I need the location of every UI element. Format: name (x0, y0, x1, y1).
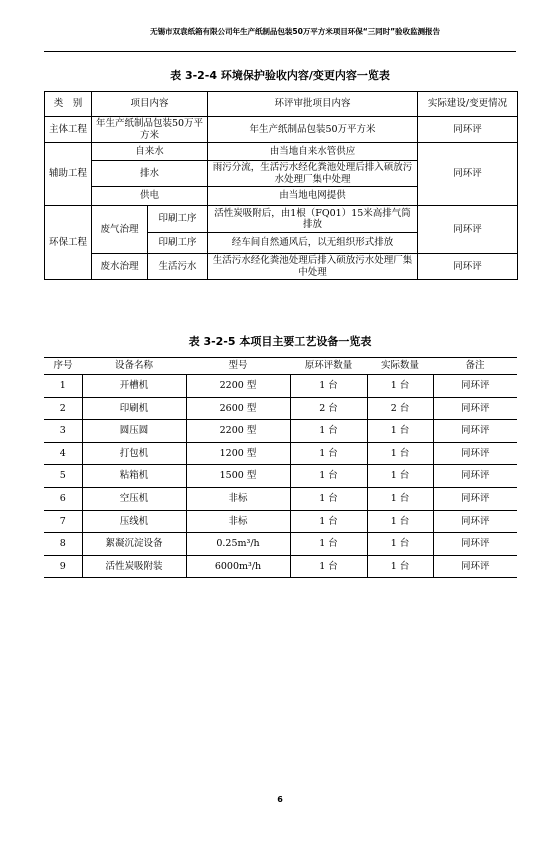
water-actual-status: 同环评 (418, 254, 518, 280)
equipment-name-cell: 圆压圆 (82, 420, 186, 443)
model-cell: 1500 型 (186, 465, 290, 488)
main-approved-content: 年生产纸制品包装50万平方米 (208, 117, 418, 143)
col-equipment-name: 设备名称 (82, 358, 186, 375)
table-row (44, 397, 517, 420)
env-approved: 活性炭吸附后，由1根（FQ01）15米高排气筒排放 (208, 206, 418, 233)
actual-qty-cell: 1 台 (367, 375, 433, 398)
aux-item: 供电 (92, 187, 208, 206)
actual-qty-cell: 2 台 (367, 397, 433, 420)
table-row (44, 442, 517, 465)
original-qty-cell: 1 台 (290, 375, 367, 398)
page-header: 无锡市双袁纸箱有限公司年生产纸制品包装50万平方米项目环保“三同时”验收监测报告 (150, 27, 440, 36)
equipment-name-cell: 开槽机 (82, 375, 186, 398)
aux-approved: 由当地自来水管供应 (208, 143, 418, 161)
category-aux: 辅助工程 (45, 143, 92, 206)
table1-row-main (45, 117, 518, 143)
aux-item: 排水 (92, 161, 208, 187)
seq-cell: 1 (44, 375, 82, 398)
table2-caption: 表 3-2-5 本项目主要工艺设备一览表 (188, 335, 372, 348)
aux-actual-status: 同环评 (418, 143, 518, 206)
env-sub-gas: 废气治理 (92, 206, 148, 254)
actual-qty-cell: 1 台 (367, 442, 433, 465)
env-sub-water: 废水治理 (92, 254, 148, 280)
col-category: 类 别 (45, 92, 92, 117)
aux-approved: 雨污分流，生活污水经化粪池处理后排入硕放污水处理厂集中处理 (208, 161, 418, 187)
actual-qty-cell: 1 台 (367, 510, 433, 533)
col-project-content: 项目内容 (92, 92, 208, 117)
remark-cell: 同环评 (433, 375, 517, 398)
col-actual-status: 实际建设/变更情况 (418, 92, 518, 117)
table1-row-env (45, 206, 518, 233)
original-qty-cell: 1 台 (290, 442, 367, 465)
model-cell: 0.25m³/h (186, 533, 290, 556)
table1-header-row (45, 92, 518, 117)
table-row (44, 465, 517, 488)
env-item: 印刷工序 (148, 233, 208, 254)
actual-qty-cell: 1 台 (367, 487, 433, 510)
env-approved: 生活污水经化粪池处理后排入硕放污水处理厂集中处理 (208, 254, 418, 280)
remark-cell: 同环评 (433, 555, 517, 578)
equipment-name-cell: 絮凝沉淀设备 (82, 533, 186, 556)
remark-cell: 同环评 (433, 397, 517, 420)
original-qty-cell: 1 台 (290, 465, 367, 488)
original-qty-cell: 1 台 (290, 487, 367, 510)
equipment-name-cell: 印刷机 (82, 397, 186, 420)
original-qty-cell: 1 台 (290, 510, 367, 533)
main-project-content: 年生产纸制品包装50万平方米 (92, 117, 208, 143)
col-remark: 备注 (433, 358, 517, 375)
remark-cell: 同环评 (433, 533, 517, 556)
actual-qty-cell: 1 台 (367, 420, 433, 443)
table1-caption: 表 3-2-4 环境保护验收内容/变更内容一览表 (170, 69, 390, 82)
header-divider (44, 51, 516, 52)
original-qty-cell: 1 台 (290, 420, 367, 443)
env-approved: 经车间自然通风后，以无组织形式排放 (208, 233, 418, 254)
category-main: 主体工程 (45, 117, 92, 143)
equipment-name-cell: 活性炭吸附装 (82, 555, 186, 578)
aux-item: 自来水 (92, 143, 208, 161)
remark-cell: 同环评 (433, 442, 517, 465)
seq-cell: 5 (44, 465, 82, 488)
table-row (44, 420, 517, 443)
model-cell: 非标 (186, 487, 290, 510)
equipment-table (44, 357, 517, 578)
table1-row-env (45, 254, 518, 280)
seq-cell: 3 (44, 420, 82, 443)
equipment-name-cell: 粘箱机 (82, 465, 186, 488)
remark-cell: 同环评 (433, 510, 517, 533)
aux-approved: 由当地电网提供 (208, 187, 418, 206)
main-actual-status: 同环评 (418, 117, 518, 143)
remark-cell: 同环评 (433, 420, 517, 443)
table2-header-row (44, 358, 517, 375)
col-actual-qty: 实际数量 (367, 358, 433, 375)
model-cell: 非标 (186, 510, 290, 533)
env-item: 生活污水 (148, 254, 208, 280)
table1-row-aux (45, 143, 518, 161)
col-original-qty: 原环评数量 (290, 358, 367, 375)
model-cell: 2600 型 (186, 397, 290, 420)
original-qty-cell: 1 台 (290, 555, 367, 578)
equipment-name-cell: 空压机 (82, 487, 186, 510)
model-cell: 2200 型 (186, 420, 290, 443)
gas-actual-status: 同环评 (418, 206, 518, 254)
remark-cell: 同环评 (433, 487, 517, 510)
environmental-protection-table (44, 91, 518, 280)
table-row (44, 487, 517, 510)
actual-qty-cell: 1 台 (367, 465, 433, 488)
env-item: 印刷工序 (148, 206, 208, 233)
actual-qty-cell: 1 台 (367, 533, 433, 556)
table-row (44, 510, 517, 533)
equipment-name-cell: 压线机 (82, 510, 186, 533)
category-env: 环保工程 (45, 206, 92, 280)
col-seq: 序号 (44, 358, 82, 375)
table-row (44, 375, 517, 398)
page-number: 6 (277, 795, 283, 804)
model-cell: 6000m³/h (186, 555, 290, 578)
table-row (44, 555, 517, 578)
seq-cell: 2 (44, 397, 82, 420)
model-cell: 2200 型 (186, 375, 290, 398)
equipment-name-cell: 打包机 (82, 442, 186, 465)
original-qty-cell: 2 台 (290, 397, 367, 420)
actual-qty-cell: 1 台 (367, 555, 433, 578)
original-qty-cell: 1 台 (290, 533, 367, 556)
col-approved-content: 环评审批项目内容 (208, 92, 418, 117)
table-row (44, 533, 517, 556)
col-model: 型号 (186, 358, 290, 375)
seq-cell: 4 (44, 442, 82, 465)
seq-cell: 6 (44, 487, 82, 510)
remark-cell: 同环评 (433, 465, 517, 488)
seq-cell: 9 (44, 555, 82, 578)
seq-cell: 7 (44, 510, 82, 533)
seq-cell: 8 (44, 533, 82, 556)
model-cell: 1200 型 (186, 442, 290, 465)
